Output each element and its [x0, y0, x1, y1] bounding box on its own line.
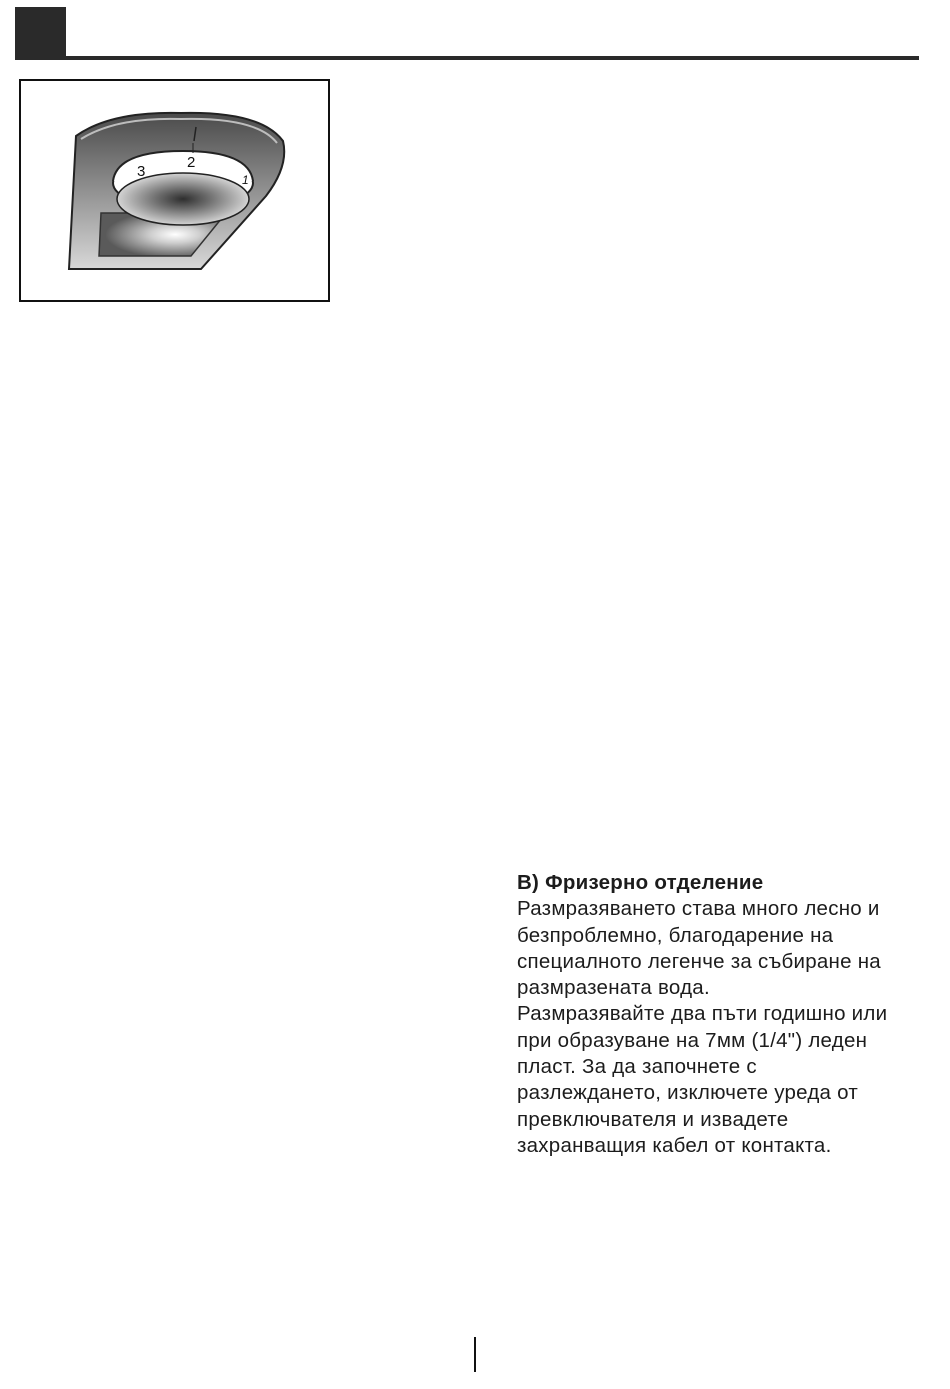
- defrost-tray-figure: [19, 79, 330, 302]
- figure-label-1: 1: [242, 173, 249, 187]
- figure-label-3: 3: [137, 163, 146, 180]
- section-line: безпроблемно, благодарение на: [517, 923, 834, 947]
- section-line: Размразяването става много лесно и: [517, 897, 880, 921]
- defrost-tray-illustration: [21, 81, 328, 300]
- section-line: при образуване на 7мм (1/4") леден: [517, 1028, 868, 1052]
- section-line: захранващия кабел от контакта.: [517, 1133, 832, 1157]
- bowl-interior: [117, 173, 249, 225]
- section-line: превключвателя и извадете: [517, 1107, 789, 1131]
- section-line: специалното легенче за събиране на: [517, 949, 881, 973]
- freezer-defrost-section: [517, 870, 937, 1159]
- header-block: [15, 7, 66, 58]
- section-line: пласт. За да започнете с: [517, 1055, 757, 1079]
- section-heading: B) Фризерно отделение: [517, 871, 764, 894]
- header-rule: [15, 56, 919, 60]
- section-line: размразената вода.: [517, 976, 710, 1000]
- page-marker: [474, 1337, 476, 1372]
- section-line: Размразявайте два пъти годишно или: [517, 1002, 888, 1026]
- figure-label-2: 2: [187, 154, 196, 171]
- section-line: разлежданeто, изключете уреда от: [517, 1081, 858, 1105]
